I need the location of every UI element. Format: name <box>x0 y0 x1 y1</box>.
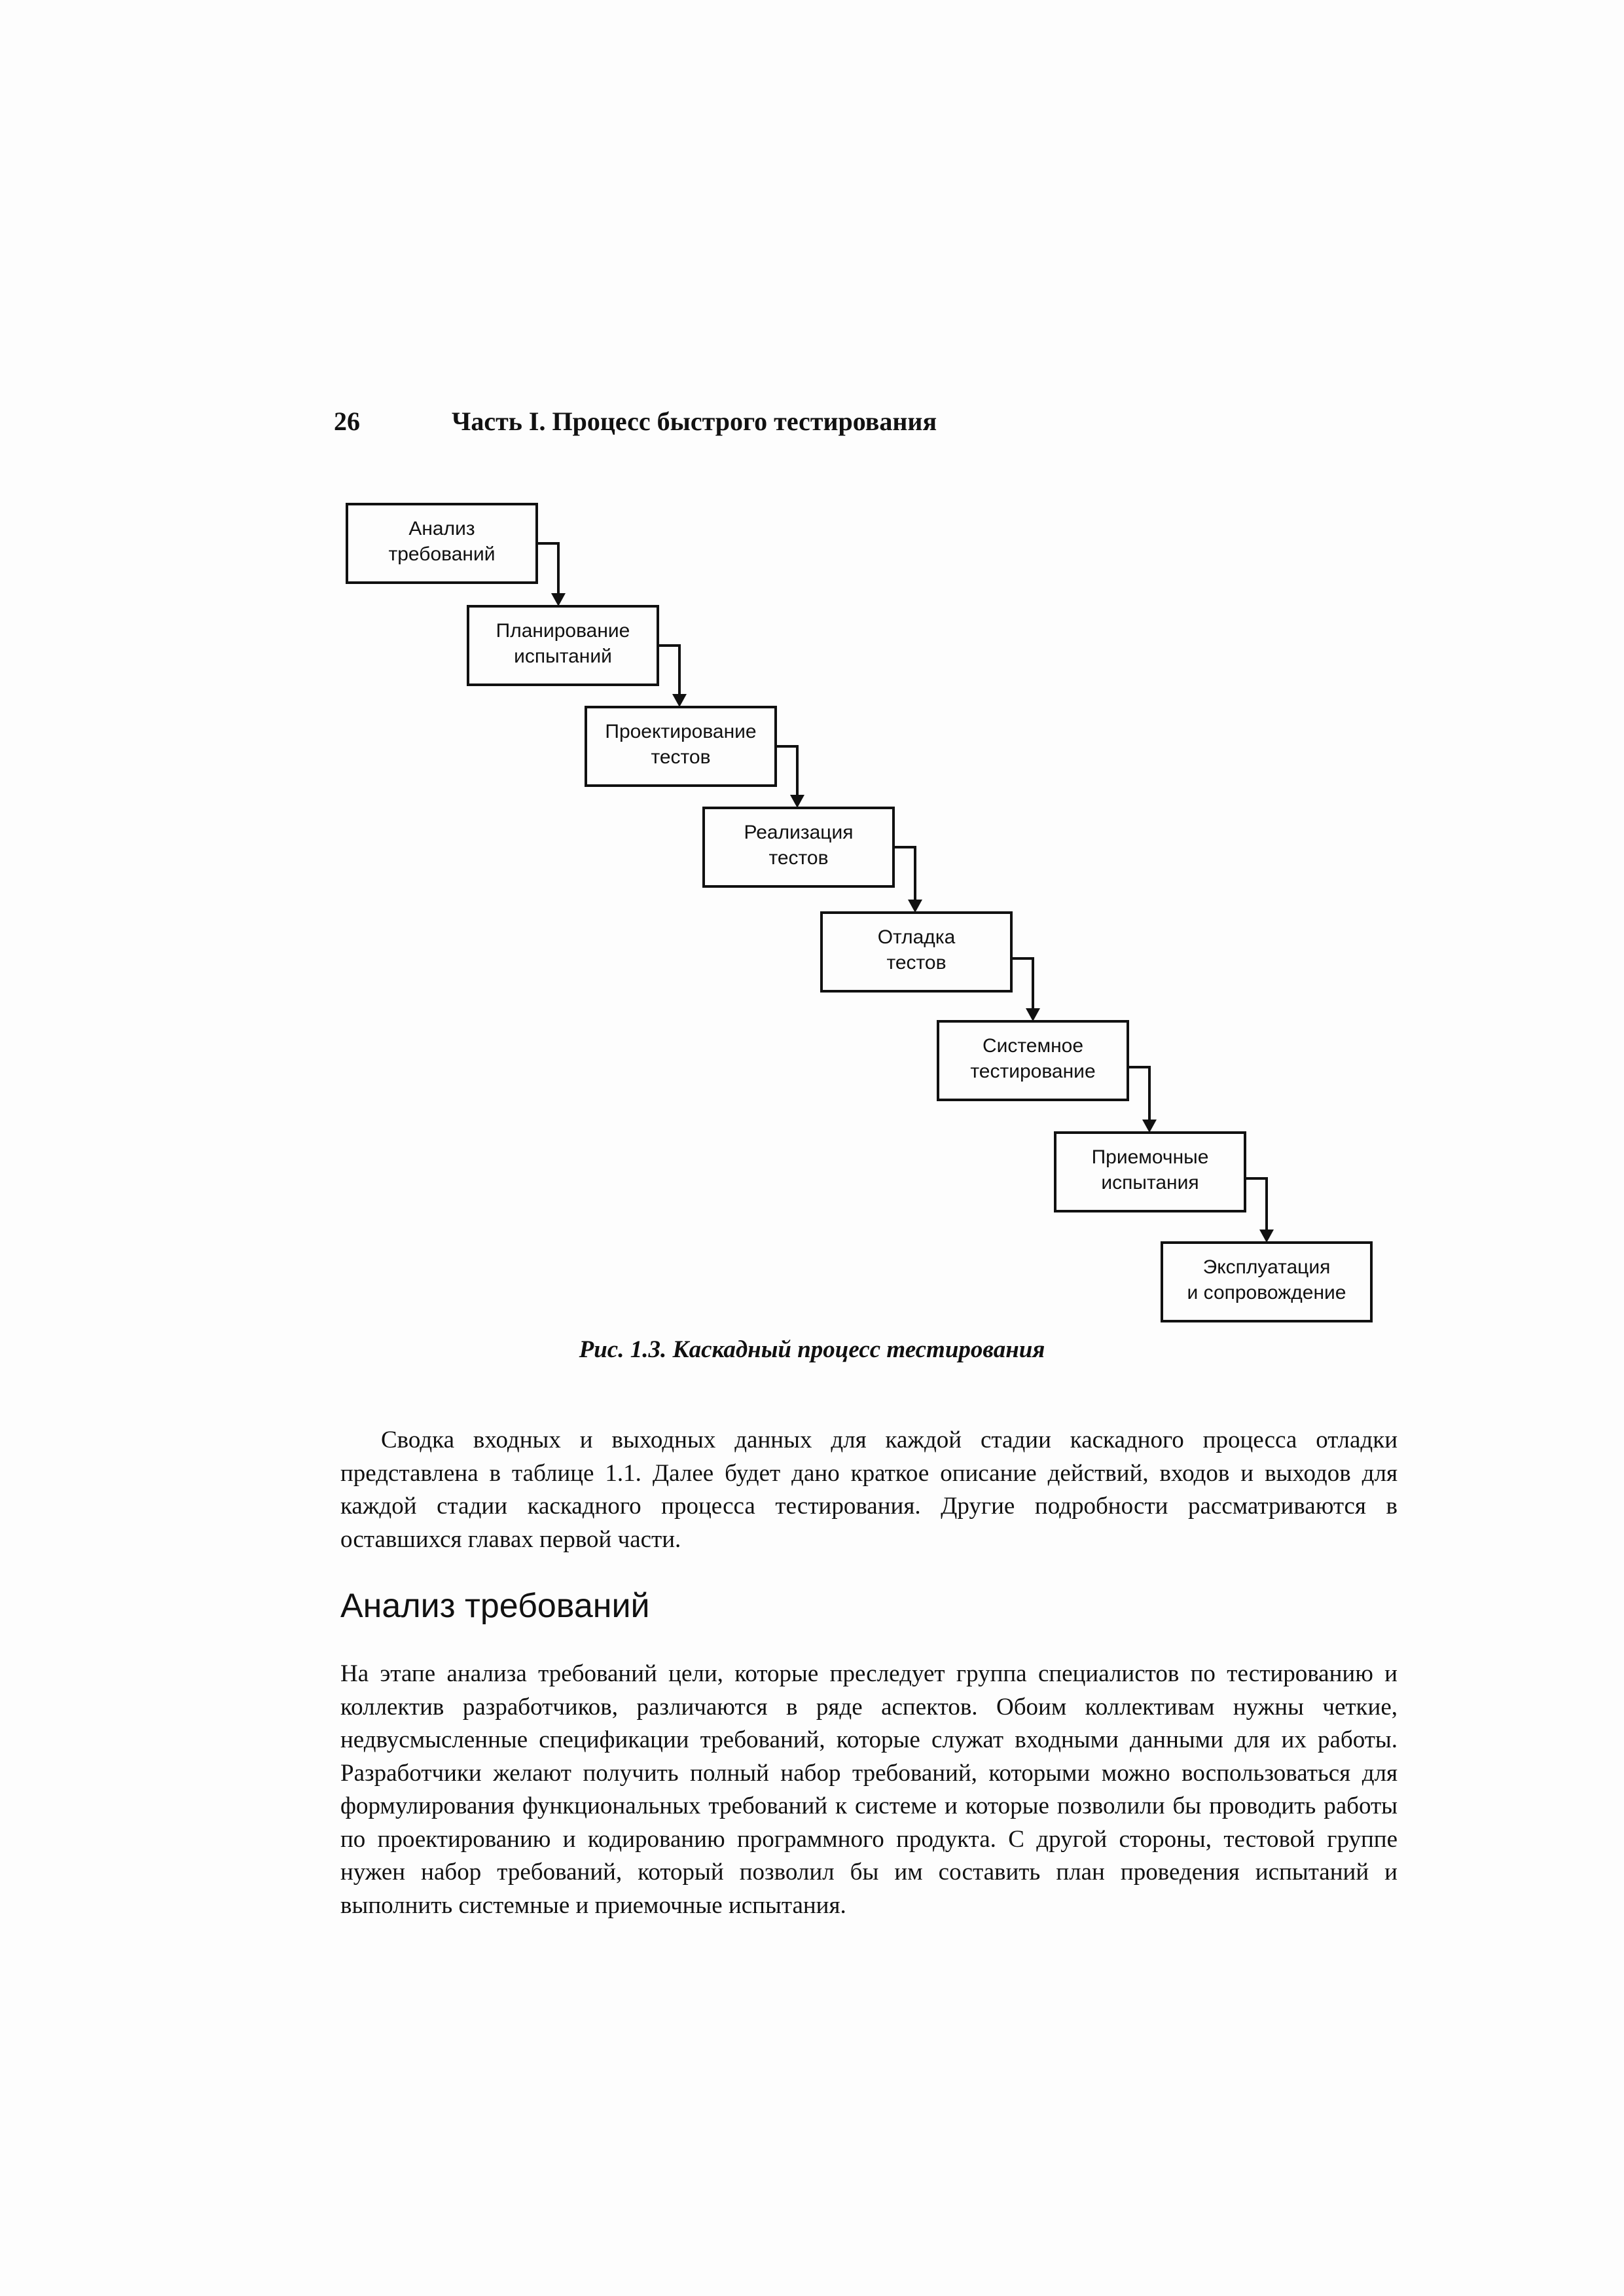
stage-label-4a: Реализация <box>744 822 854 843</box>
paragraph-summary: Сводка входных и выходных данных для каждой стадии каскадного процесса отладки представлена в таблице 1.1. Далее будет дано краткое описание действий, входов и выходов для каждой стадии каскадного процесса тестирования. Другие подробности рассматриваются в оставшихся главах первой части. <box>340 1427 1398 1553</box>
part-title: Часть I. Процесс быстрого тестирования <box>452 407 937 436</box>
stage-label-8a: Эксплуатация <box>1202 1256 1331 1278</box>
stage-label-4b: тестов <box>768 847 829 869</box>
stage-label-6a: Системное <box>982 1035 1084 1057</box>
figure-caption: Рис. 1.3. Каскадный процесс тестирования <box>579 1336 1045 1363</box>
stage-label-7b: испытания <box>1101 1172 1199 1194</box>
stage-label-2b: испытаний <box>514 646 612 667</box>
stage-box-8 <box>1162 1243 1371 1321</box>
connector-5-6 <box>1011 958 1040 1021</box>
page-number: 26 <box>334 407 360 436</box>
stage-box-4 <box>704 808 893 886</box>
stage-label-8b: и сопровождение <box>1187 1282 1346 1303</box>
stage-label-6b: тестирование <box>970 1061 1096 1082</box>
connector-7-8 <box>1245 1178 1274 1243</box>
stage-label-1b: требований <box>388 543 496 565</box>
stage-label-3a: Проектирование <box>605 721 757 742</box>
connector-4-5 <box>893 847 922 913</box>
stage-box-1 <box>347 504 537 583</box>
stage-box-7 <box>1055 1133 1245 1211</box>
stage-box-2 <box>468 606 658 685</box>
stage-label-5a: Отладка <box>877 926 956 948</box>
connector-6-7 <box>1128 1067 1157 1133</box>
stage-label-2a: Планирование <box>496 620 630 642</box>
stage-label-3b: тестов <box>651 746 711 768</box>
stage-label-5b: тестов <box>886 952 947 974</box>
connector-2-3 <box>658 646 687 707</box>
stage-box-5 <box>821 913 1011 991</box>
stage-box-6 <box>938 1021 1128 1100</box>
connector-3-4 <box>776 746 804 808</box>
stage-box-3 <box>586 707 776 786</box>
connector-1-2 <box>537 543 566 606</box>
stage-label-7a: Приемочные <box>1091 1146 1209 1168</box>
section-heading: Анализ требований <box>340 1587 650 1626</box>
paragraph-requirements: На этапе анализа требований цели, которые преследует группа специалистов по тестированию и коллектив разработчиков, различаются в ряде аспектов. Обоим коллективам нужны четкие, недвусмысленные спецификации требований, которые служат входными данными для их работы. Разработчики желают получить полный набор требований, которыми можно воспользоваться для формулирования функциональных требований к системе и которые позволили бы проводить работы по проектированию и кодированию программного продукта. С другой стороны, тестовой группе нужен набор требований, который позволил бы им составить план проведения испытаний и выполнить системные и приемочные испытания. <box>340 1660 1398 1919</box>
stage-label-1a: Анализ <box>408 518 475 539</box>
